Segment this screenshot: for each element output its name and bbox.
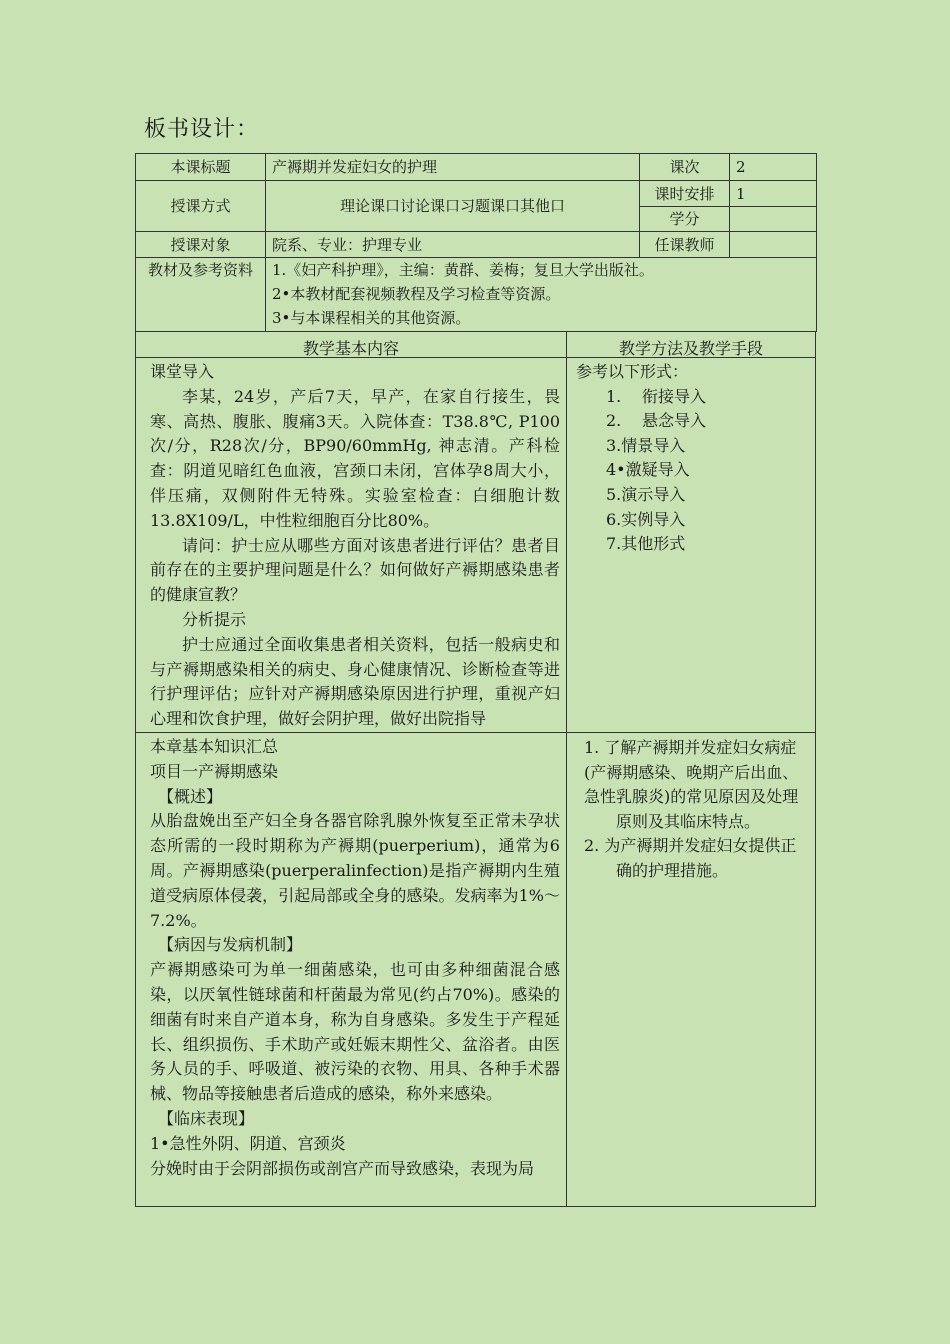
question-text: 请问：护士应从哪些方面对该患者进行评估？患者目前存在的主要护理问题是什么？如何做好产褥期感染患者的健康宣教？ [150,535,560,605]
materials-label: 教材及参考资料 [136,258,266,332]
goal-item-continued: 原则及其临床特点。 [616,811,761,831]
page-title: 板书设计： [144,117,260,142]
teacher-value [730,232,817,258]
method-item: 5.演示导入 [606,484,686,504]
knowledge-content [150,735,560,1206]
topic-label: 本课标题 [136,154,266,181]
clinical-text: 分娩时由于会阴部损伤或剖宫产而导致感染，表现为局 [150,1158,535,1178]
overview-heading: 【概述】 [158,786,223,806]
method-item: 2. 悬念导入 [606,411,707,431]
credit-label: 学分 [640,207,730,232]
intro-heading: 课堂导入 [150,362,215,381]
material-item: 3•与本课程相关的其他资源。 [272,309,471,327]
hint-text: 护士应通过全面收集患者相关资料，包括一般病史和与产褥期感染相关的病史、身心健康情况、诊断检查等进行护理评估；应针对产褥期感染原因进行护理，重视产妇心理和饮食护理，做好会阴护理，做好出院指导 [150,634,560,729]
method-label: 授课方式 [136,181,266,232]
methods-content [576,360,812,732]
session-label: 课次 [640,154,730,181]
column-headers [135,331,816,358]
knowledge-section [135,732,816,1207]
material-item: 1.《妇产科护理》，主编：黄群、姜梅；复旦大学出版社。 [272,261,654,279]
methods-list [576,385,812,557]
goal-item: 1. 了解产褥期并发症妇女病症(产褥期感染、晚期产后出血、急性乳腺炎)的常见原因及处理 [584,738,799,807]
topic-value: 产褥期并发症妇女的护理 [266,154,640,181]
hint-heading: 分析提示 [182,609,247,629]
goals-content [576,736,812,1206]
etiology-text: 产褥期感染可为单一细菌感染，也可由多种细菌混合感染，以厌氧性链球菌和杆菌最为常见(约占70%)。感染的细菌有时来自产道本身，称为自身感染。多发生于产程延长、组织损伤、手术助产或妊娠末期性父、盆浴者。由医务人员的手、呼吸道、被污染的衣物、用具、各种手术器械、物品等接触患者后造成的感染，称外来感染。 [150,960,560,1104]
method-item: 6.实例导入 [606,509,686,529]
hours-label: 课时安排 [640,181,730,207]
audience-value: 院系、专业：护理专业 [266,232,640,258]
intro-section [135,357,816,733]
methods-header: 教学方法及教学手段 [618,339,763,358]
case-text: 李某，24岁，产后7天，早产，在家自行接生，畏寒、高热、腹胀、腹痛3天。入院体查：T38.8℃, P100次/分，R28次/分，BP90/60mmHg, 神志清。产科检查：阴道见暗红色血液，宫颈口未闭，宫体孕8周大小，伴压痛，双侧附件无特殊。实验室检查：白细胞计数13.8X109/L，中性粒细胞百分比80%。 [150,386,560,530]
hours-value: 1 [730,181,817,207]
course-info-table [135,153,817,332]
clinical-heading: 【临床表现】 [158,1108,255,1128]
clinical-subheading: 1•急性外阴、阴道、宫颈炎 [150,1133,346,1153]
methods-intro: 参考以下形式： [576,362,689,381]
knowledge-heading: 本章基本知识汇总 [150,737,279,756]
overview-text: 从胎盘娩出至产妇全身各器官除乳腺外恢复至正常未孕状态所需的一段时期称为产褥期(puerperium)，通常为6周。产褥期感染(puerperalinfection)是指产褥期内生殖道受病原体侵袭，引起局部或全身的感染。发病率为1%〜7.2%。 [150,811,560,930]
project-title: 项目一产褥期感染 [150,761,279,781]
material-item: 2•本教材配套视频教程及学习检查等资源。 [272,285,561,303]
materials-list [266,258,817,332]
audience-label: 授课对象 [136,232,266,258]
etiology-heading: 【病因与发病机制】 [158,935,303,955]
method-item: 4•激疑导入 [606,460,690,480]
method-item: 3.情景导入 [606,435,686,455]
intro-content [150,360,560,732]
session-value: 2 [730,154,817,181]
goal-item-continued: 确的护理措施。 [616,860,729,880]
goal-item: 2. 为产褥期并发症妇女提供正 [584,836,797,856]
teacher-label: 任课教师 [640,232,730,258]
method-item: 1. 衔接导入 [606,386,707,406]
content-header: 教学基本内容 [136,332,567,357]
method-item: 7.其他形式 [606,534,686,554]
credit-value [730,207,817,232]
method-value: 理论课口讨论课口习题课口其他口 [266,181,640,232]
